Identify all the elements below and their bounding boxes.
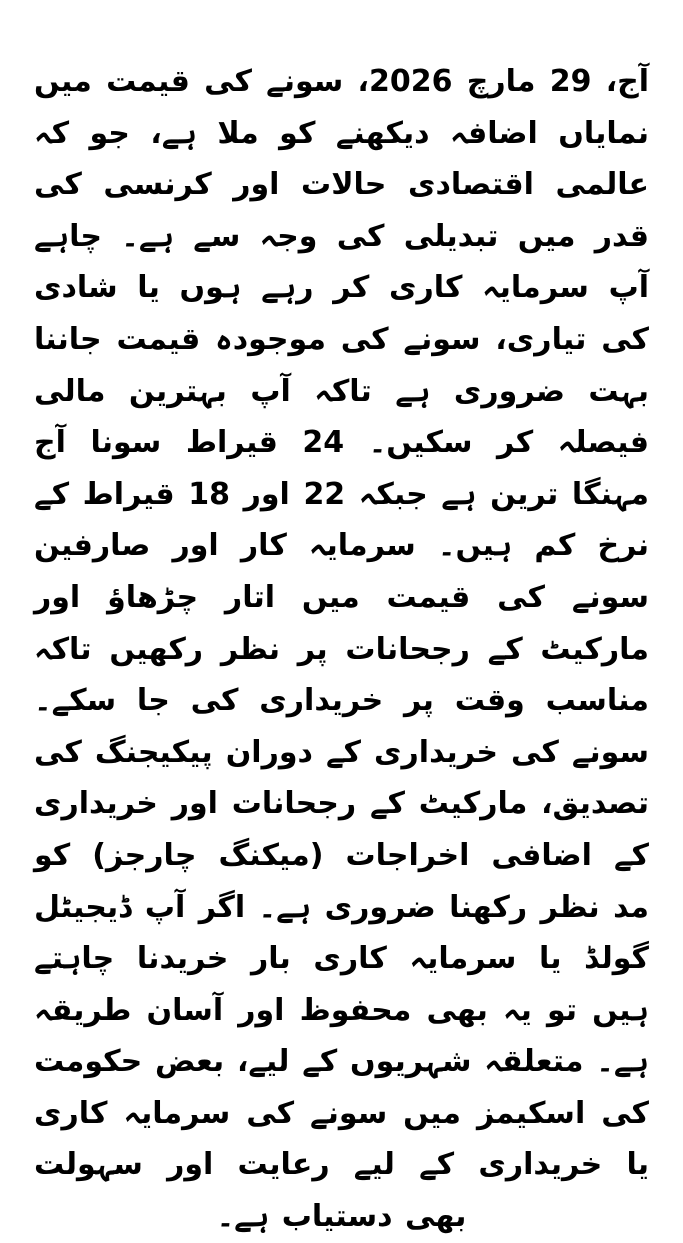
article-body-text: آج، 29 مارچ 2026، سونے کی قیمت میں نمایاں اضافہ دیکھنے کو ملا ہے، جو کہ عالمی اقتصادی حالات اور کرنسی کی قدر میں تبدیلی کی وجہ سے ہے۔ چاہے آپ سرمایہ کاری کر رہے ہوں یا شادی کی تیاری، سونے کی موجودہ قیمت جاننا بہت ضروری ہے تاکہ آپ بہترین مالی فیصلہ کر سکیں۔ 24 قیراط سونا آج مہنگا ترین ہے جبکہ 22 اور 18 قیراط کے نرخ کم ہیں۔ سرمایہ کار اور صارفین سونے کی قیمت میں اتار چڑھاؤ اور مارکیٹ کے رجحانات پر نظر رکھیں تاکہ مناسب وقت پر خریداری کی جا سکے۔ سونے کی خریداری کے دوران پیکیجنگ کی تصدیق، مارکیٹ کے رجحانات اور خریداری کے اضافی اخراجات (میکنگ چارجز) کو مد نظر رکھنا ضروری ہے۔ اگر آپ ڈیجیٹل گولڈ یا سرمایہ کاری بار خریدنا چاہتے ہیں تو یہ بھی محفوظ اور آسان طریقہ ہے۔ متعلقہ شہریوں کے لیے، بعض حکومت کی اسکیمز میں سونے کی سرمایہ کاری یا خریداری کے لیے رعایت اور سہولت بھی دستیاب ہے۔ [34, 64, 650, 1235]
